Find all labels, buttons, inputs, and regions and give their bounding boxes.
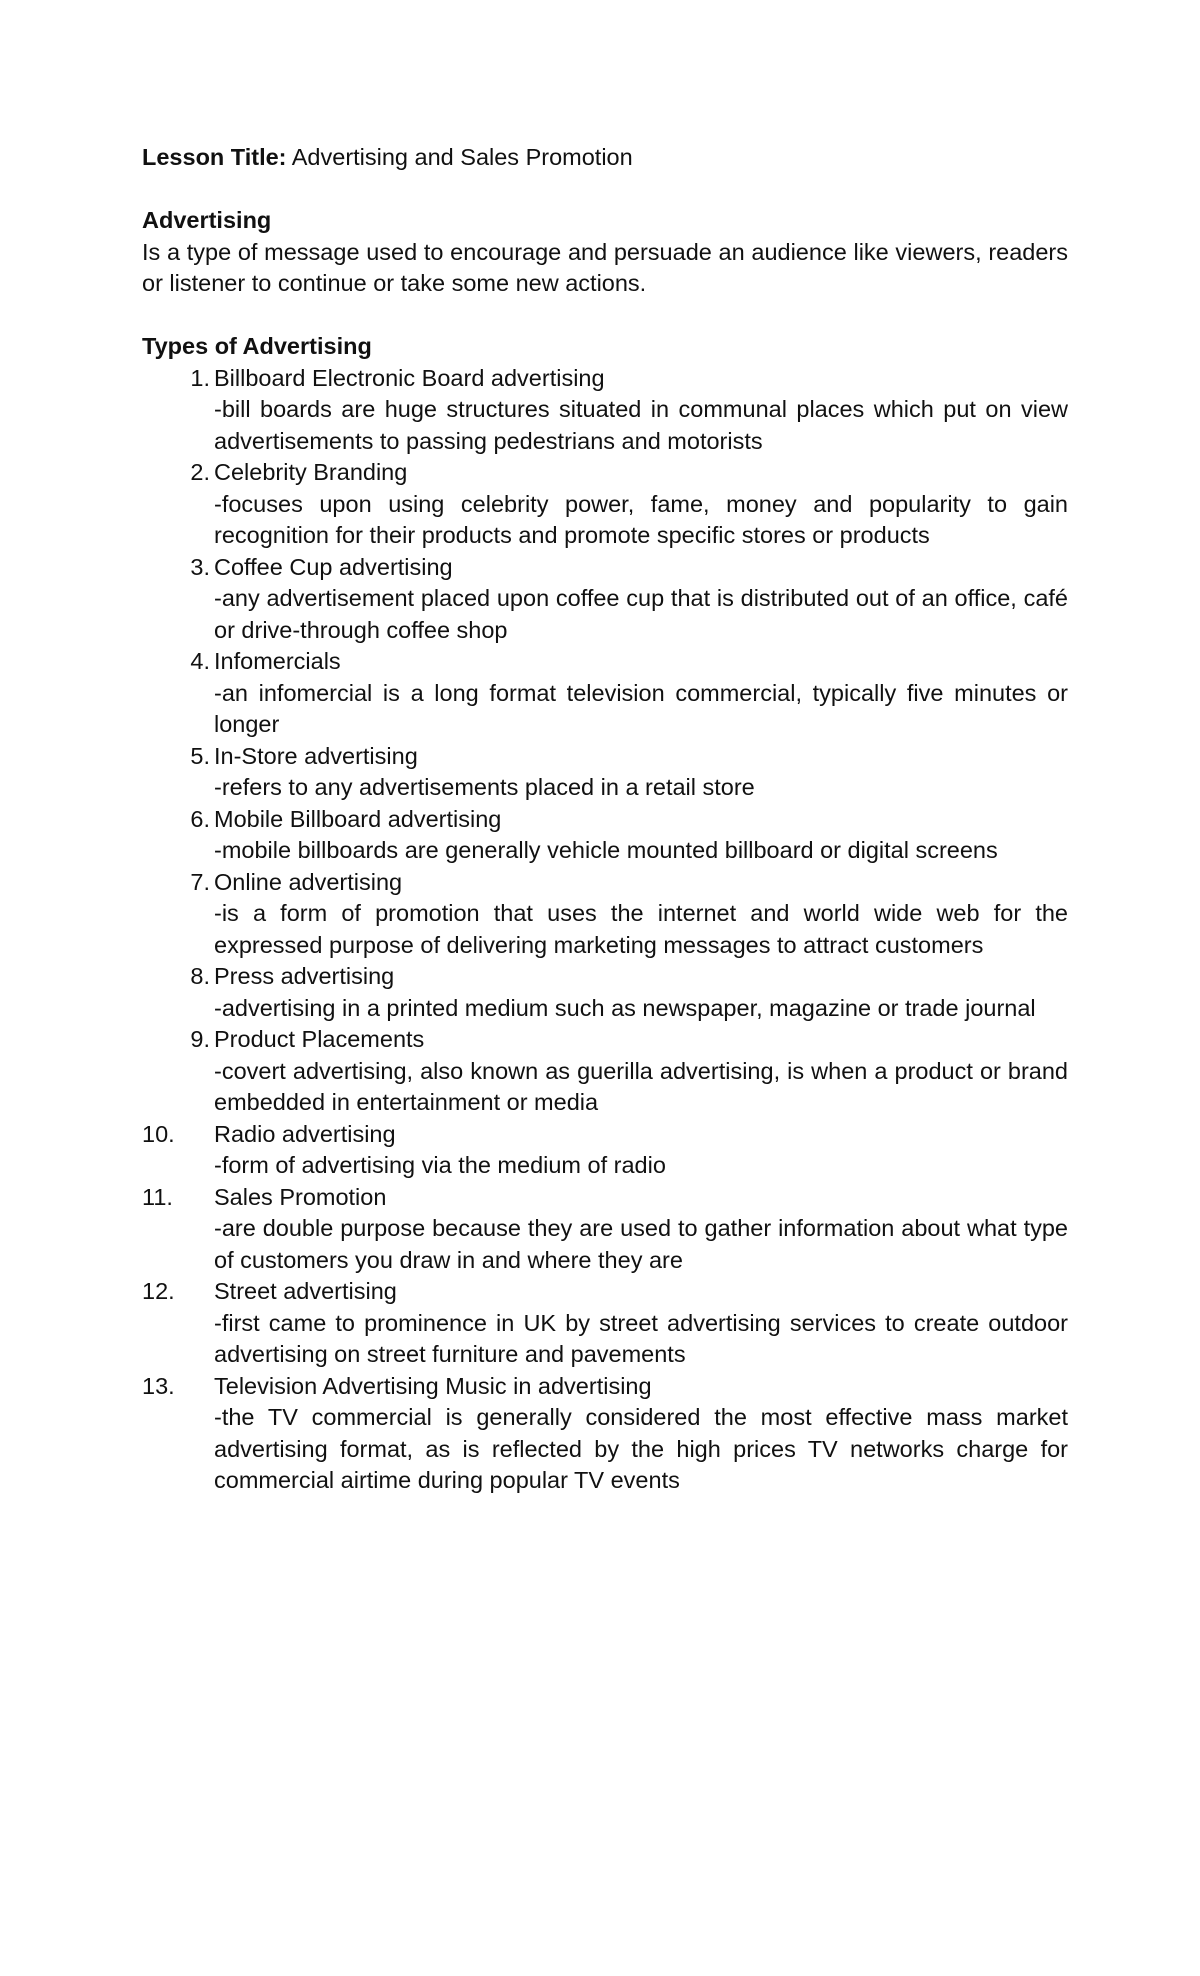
- list-item-number: 5.: [190, 742, 210, 769]
- list-item-title: Celebrity Branding: [214, 459, 408, 485]
- list-item-number: 13.: [142, 1372, 175, 1399]
- lesson-title-line: [142, 142, 1068, 174]
- list-item-title: Coffee Cup advertising: [214, 553, 453, 580]
- list-item-description: -advertising in a printed medium such as newspaper, magazine or trade journal: [214, 994, 1036, 1021]
- list-item-number: 12.: [142, 1278, 175, 1304]
- list-item: [142, 1276, 1068, 1371]
- list-item-title: Sales Promotion: [214, 1183, 387, 1210]
- list-item-number: 9.: [190, 1026, 210, 1052]
- list-item: [142, 867, 1068, 962]
- list-item-number: 6.: [190, 805, 210, 832]
- list-item-number: 11.: [142, 1183, 173, 1210]
- list-item: [142, 552, 1068, 647]
- list-item-description: -mobile billboards are generally vehicle mounted billboard or digital screens: [214, 837, 998, 863]
- types-list: [142, 363, 1068, 1497]
- list-item-description: -covert advertising, also known as guerilla advertising, is when a product or brand embedded in entertainment or media: [214, 1057, 1068, 1115]
- list-item: [142, 741, 1068, 804]
- list-item-title: Infomercials: [214, 648, 341, 674]
- types-heading: Types of Advertising: [142, 333, 372, 359]
- list-item: [142, 1371, 1068, 1497]
- list-item-description: -first came to prominence in UK by street advertising services to create outdoor advertising on street furniture and pavements: [214, 1309, 1068, 1367]
- list-item-description: -the TV commercial is generally considered the most effective mass market advertising format, as is reflected by the high prices TV networks charge for commercial airtime during popular TV events: [214, 1404, 1068, 1493]
- list-item-title: Product Placements: [214, 1026, 425, 1052]
- list-item: [142, 1119, 1068, 1182]
- document-body: [142, 142, 1068, 1497]
- advertising-definition: Is a type of message used to encourage and persuade an audience like viewers, readers or listener to continue or take some new actions.: [142, 238, 1068, 296]
- list-item-number: 3.: [190, 553, 210, 580]
- list-item-title: Radio advertising: [214, 1120, 396, 1147]
- list-item-title: Street advertising: [214, 1278, 397, 1304]
- list-item: [142, 1182, 1068, 1277]
- lesson-title: Advertising and Sales Promotion: [291, 144, 633, 170]
- list-item-number: 1.: [190, 364, 210, 391]
- list-item: [142, 804, 1068, 867]
- list-item-description: -are double purpose because they are used to gather information about what type of customers you draw in and where they are: [214, 1215, 1068, 1273]
- list-item: [142, 1024, 1068, 1119]
- list-item: [142, 961, 1068, 1024]
- list-item: [142, 646, 1068, 741]
- list-item-description: -is a form of promotion that uses the internet and world wide web for the expressed purpose of delivering marketing messages to attract customers: [214, 900, 1068, 958]
- list-item: [142, 457, 1068, 552]
- list-item-title: Mobile Billboard advertising: [214, 805, 502, 832]
- lesson-title-label: Lesson Title:: [142, 144, 287, 170]
- list-item-number: 8.: [190, 963, 210, 989]
- advertising-heading: Advertising: [142, 207, 272, 233]
- list-item-description: -focuses upon using celebrity power, fame, money and popularity to gain recognition for their products and promote specific stores or products: [214, 490, 1068, 548]
- list-item-description: -any advertisement placed upon coffee cup that is distributed out of an office, café or drive-through coffee shop: [214, 585, 1068, 643]
- list-item-description: -form of advertising via the medium of radio: [214, 1152, 666, 1178]
- list-item-title: In-Store advertising: [214, 742, 418, 769]
- list-item-number: 2.: [190, 459, 210, 485]
- list-item-number: 4.: [190, 648, 210, 674]
- list-item-title: Online advertising: [214, 868, 403, 895]
- list-item: [142, 363, 1068, 458]
- list-item-description: -bill boards are huge structures situated in communal places which put on view advertisements to passing pedestrians and motorists: [214, 396, 1068, 454]
- list-item-title: Billboard Electronic Board advertising: [214, 364, 605, 391]
- list-item-number: 10.: [142, 1120, 175, 1147]
- list-item-title: Television Advertising Music in advertising: [214, 1372, 652, 1399]
- list-item-number: 7.: [190, 868, 210, 895]
- list-item-title: Press advertising: [214, 963, 395, 989]
- list-item-description: -refers to any advertisements placed in a retail store: [214, 774, 755, 800]
- list-item-description: -an infomercial is a long format television commercial, typically five minutes or longer: [214, 679, 1068, 737]
